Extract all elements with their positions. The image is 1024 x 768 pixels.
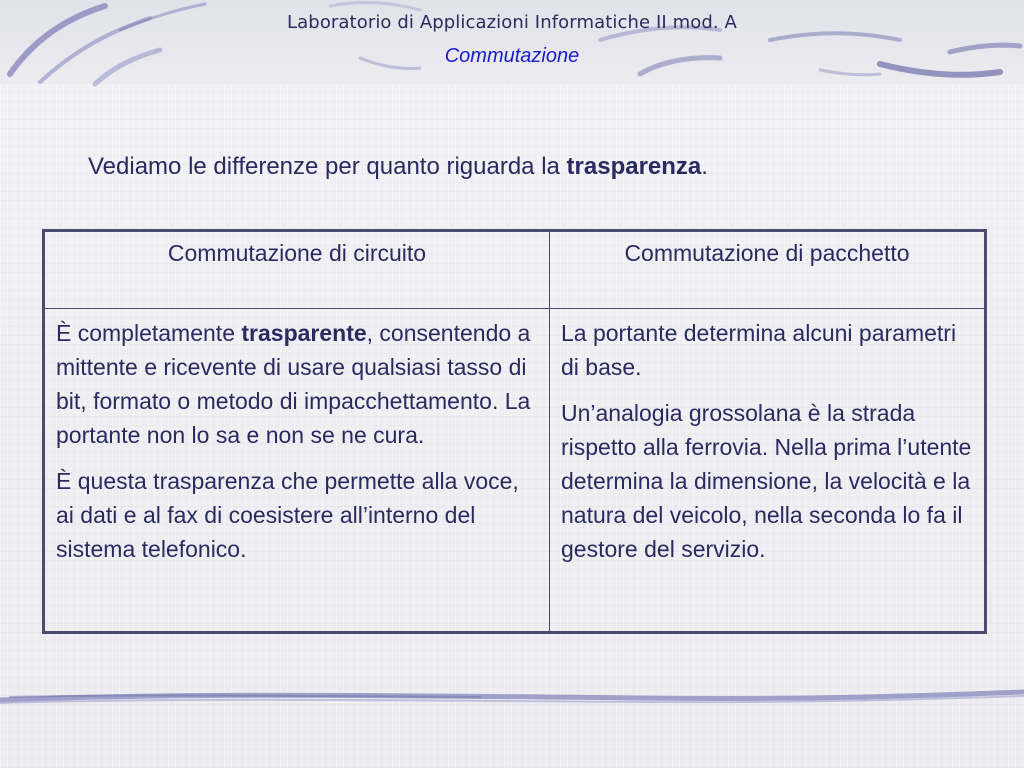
table-row xyxy=(44,309,986,633)
intro-period: . xyxy=(701,153,708,180)
intro-text: Vediamo le differenze per quanto riguarda la xyxy=(88,153,567,180)
header-packet-switching: Commutazione di pacchetto xyxy=(550,231,986,309)
circuit-paragraph-2: È questa trasparenza che permette alla voce, ai dati e al fax di coesistere all’interno del sistema telefonico. xyxy=(56,468,519,562)
header-circuit-switching: Commutazione di circuito xyxy=(44,231,550,309)
footer-brush-decoration xyxy=(0,688,1024,712)
presentation-title: Laboratorio di Applicazioni Informatiche II mod. A xyxy=(287,12,737,33)
intro-sentence xyxy=(88,153,708,181)
packet-paragraph-2: Un’analogia grossolana è la strada rispetto alla ferrovia. Nella prima l’utente determina la dimensione, la velocità e la natura del veicolo, nella seconda lo fa il gestore del servizio. xyxy=(561,400,972,562)
intro-emphasis: trasparenza xyxy=(566,153,702,180)
slide-topic: Commutazione xyxy=(444,45,580,67)
circuit-p1-rest: , consentendo a mittente e ricevente di usare qualsiasi tasso di bit, formato o metodo di impacchettamento. La portante non lo sa e non se ne cura. xyxy=(56,320,531,448)
circuit-p1-bold: trasparente xyxy=(241,320,367,346)
table-header-row xyxy=(44,231,986,309)
circuit-paragraph-1 xyxy=(56,316,538,452)
cell-circuit-switching xyxy=(44,309,550,633)
comparison-table xyxy=(42,229,987,634)
cell-packet-switching xyxy=(550,309,986,633)
packet-paragraph-1: La portante determina alcuni parametri di base. xyxy=(561,320,957,380)
circuit-p1-start: È completamente xyxy=(56,320,242,346)
